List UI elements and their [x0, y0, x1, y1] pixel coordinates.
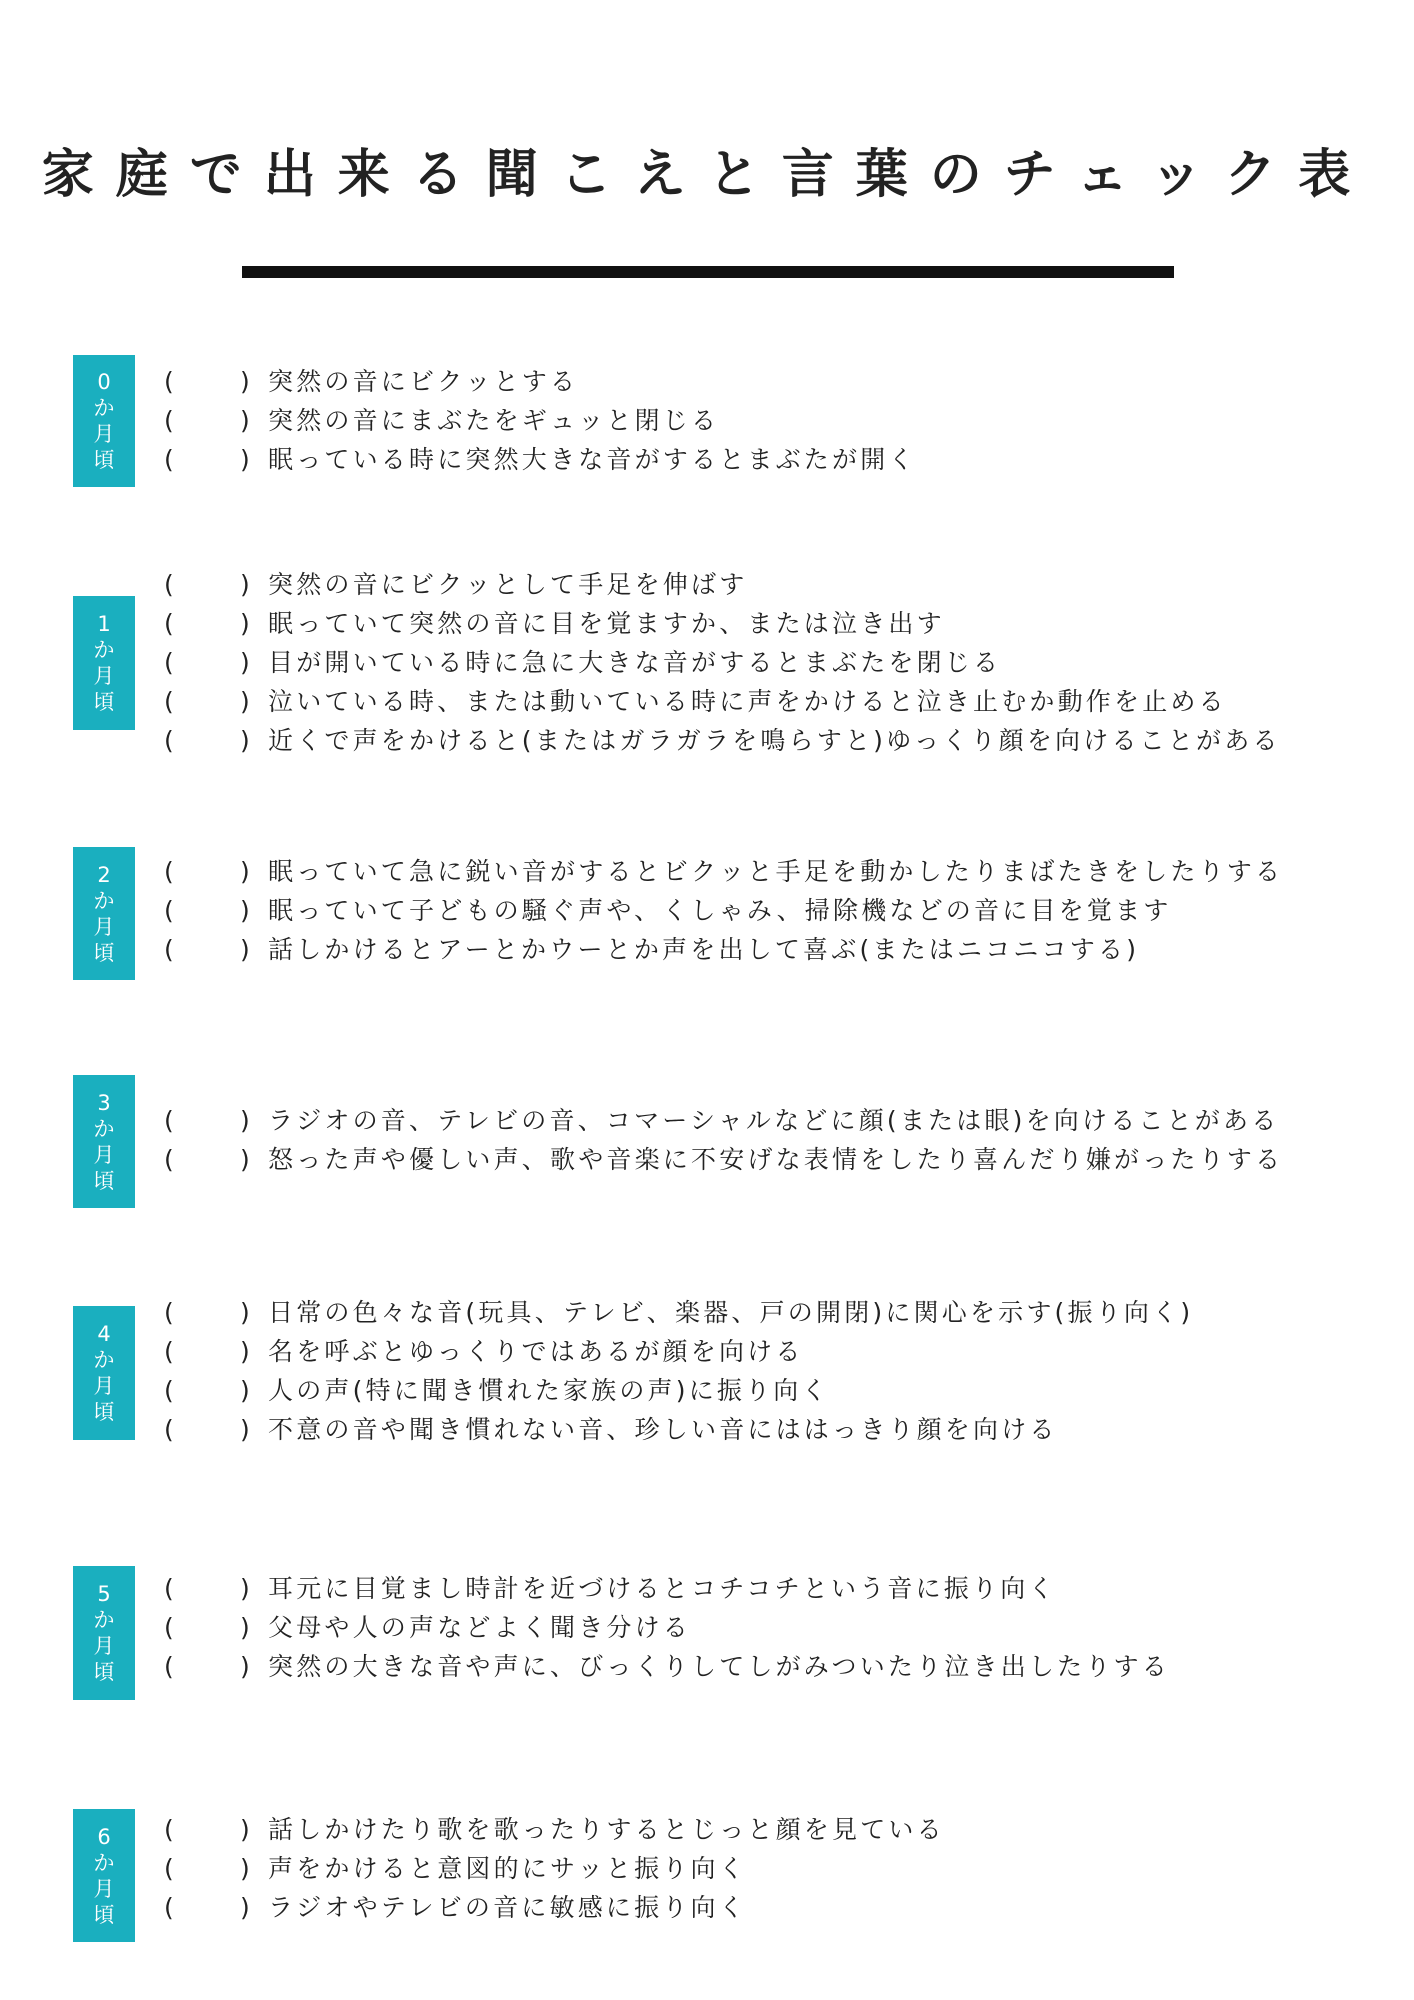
age-badge-char: か [93, 1116, 115, 1141]
age-badge [73, 1566, 135, 1700]
checkbox-open-paren[interactable]: ( [164, 687, 177, 716]
check-item-text: 声をかけると意図的にサッと振り向く [268, 1854, 747, 1883]
checkbox-open-paren[interactable]: ( [164, 445, 177, 474]
age-badge-char: か [93, 1348, 115, 1372]
checkbox-close-paren[interactable]: ) [240, 1815, 253, 1844]
age-badge-char: か [93, 1850, 115, 1875]
checkbox-open-paren[interactable]: ( [164, 935, 177, 964]
check-item-text: 近くで声をかけると(またはガラガラを鳴らすと)ゆっくり顔を向けることがある [268, 726, 1281, 755]
check-item-text: 突然の大きな音や声に、びっくりしてしがみついたり泣き出したりする [268, 1652, 1170, 1681]
checkbox-open-paren[interactable]: ( [164, 609, 177, 638]
checkbox-open-paren[interactable]: ( [164, 726, 177, 755]
age-badge-char: 4 [97, 1322, 111, 1346]
checkbox-close-paren[interactable]: ) [240, 1145, 253, 1174]
checkbox-open-paren[interactable]: ( [164, 1613, 177, 1642]
checkbox-close-paren[interactable]: ) [240, 1574, 253, 1603]
age-badge-char: か [93, 396, 115, 420]
check-item-text: 突然の音にビクッとして手足を伸ばす [268, 570, 748, 599]
checkbox-open-paren[interactable]: ( [164, 1298, 177, 1327]
age-badge-char: 頃 [93, 1902, 115, 1927]
checkbox-close-paren[interactable]: ) [240, 1106, 253, 1135]
checkbox-open-paren[interactable]: ( [164, 1106, 177, 1135]
check-item-text: 父母や人の声などよく聞き分ける [268, 1613, 692, 1642]
page-title: 家庭で出来る聞こえと言葉のチェック表 [41, 145, 1373, 205]
checkbox-close-paren[interactable]: ) [240, 1415, 253, 1444]
check-item-text: ラジオやテレビの音に敏感に振り向く [268, 1893, 747, 1922]
checkbox-close-paren[interactable]: ) [240, 1298, 253, 1327]
check-item-text: 話しかけるとアーとかウーとか声を出して喜ぶ(またはニコニコする) [268, 935, 1140, 964]
age-badge-char: 頃 [93, 1168, 115, 1193]
checkbox-close-paren[interactable]: ) [240, 1652, 253, 1681]
checkbox-close-paren[interactable]: ) [240, 570, 253, 599]
checkbox-close-paren[interactable]: ) [240, 1613, 253, 1642]
checkbox-close-paren[interactable]: ) [240, 726, 253, 755]
age-badge-char: 月 [93, 422, 115, 446]
age-badge-char: 3 [97, 1090, 111, 1115]
check-item-text: 眠っていて急に鋭い音がするとビクッと手足を動かしたりまばたきをしたりする [268, 857, 1284, 886]
checkbox-close-paren[interactable]: ) [240, 648, 253, 677]
checkbox-open-paren[interactable]: ( [164, 406, 177, 435]
checkbox-close-paren[interactable]: ) [240, 1893, 253, 1922]
check-item-text: 名を呼ぶとゆっくりではあるが顔を向ける [268, 1337, 804, 1366]
checkbox-close-paren[interactable]: ) [240, 445, 253, 474]
age-badge-char: 0 [97, 370, 111, 394]
checkbox-close-paren[interactable]: ) [240, 896, 253, 925]
checkbox-close-paren[interactable]: ) [240, 687, 253, 716]
checkbox-close-paren[interactable]: ) [240, 406, 253, 435]
age-badge [73, 1075, 135, 1208]
check-item-text: 突然の音にまぶたをギュッと閉じる [268, 406, 720, 435]
age-badge-char: 頃 [93, 448, 115, 472]
age-badge-char: 頃 [93, 940, 115, 965]
age-badge-char: 月 [93, 664, 115, 688]
age-badge-char: 2 [97, 862, 111, 887]
checkbox-open-paren[interactable]: ( [164, 1376, 177, 1405]
check-item-text: 眠っていて突然の音に目を覚ますか、または泣き出す [268, 609, 945, 638]
age-badge-char: 頃 [93, 1660, 115, 1684]
checkbox-open-paren[interactable]: ( [164, 367, 177, 396]
checkbox-open-paren[interactable]: ( [164, 1893, 177, 1922]
age-badge-char: 頃 [93, 1400, 115, 1424]
check-item-text: 眠っていて子どもの騒ぐ声や、くしゃみ、掃除機などの音に目を覚ます [268, 896, 1172, 925]
check-item-text: 眠っている時に突然大きな音がするとまぶたが開く [268, 445, 917, 474]
check-item-text: 不意の音や聞き慣れない音、珍しい音にははっきり顔を向ける [268, 1415, 1058, 1444]
checkbox-close-paren[interactable]: ) [240, 609, 253, 638]
age-badge-char: 月 [93, 1634, 115, 1658]
age-badge-char: 月 [93, 1142, 115, 1167]
age-badge-char: か [93, 888, 115, 913]
check-item-text: 耳元に目覚まし時計を近づけるとコチコチという音に振り向く [268, 1574, 1057, 1603]
checkbox-close-paren[interactable]: ) [240, 1376, 253, 1405]
check-item-text: 突然の音にビクッとする [268, 367, 579, 396]
checkbox-close-paren[interactable]: ) [240, 367, 253, 396]
checkbox-open-paren[interactable]: ( [164, 857, 177, 886]
check-item-text: 日常の色々な音(玩具、テレビ、楽器、戸の開閉)に関心を示す(振り向く) [268, 1298, 1194, 1327]
checkbox-open-paren[interactable]: ( [164, 570, 177, 599]
age-badge [73, 355, 135, 487]
age-badge-char: 月 [93, 1876, 115, 1901]
age-badge [73, 596, 135, 730]
age-badge [73, 847, 135, 980]
check-item-text: 人の声(特に聞き慣れた家族の声)に振り向く [268, 1376, 830, 1405]
age-badge-char: か [93, 638, 115, 662]
checkbox-open-paren[interactable]: ( [164, 1652, 177, 1681]
checkbox-close-paren[interactable]: ) [240, 1854, 253, 1883]
age-badge [73, 1809, 135, 1942]
check-item-text: 泣いている時、または動いている時に声をかけると泣き止むか動作を止める [268, 687, 1227, 716]
age-badge-char: か [93, 1608, 115, 1632]
checkbox-close-paren[interactable]: ) [240, 857, 253, 886]
age-badge-char: 月 [93, 1374, 115, 1398]
age-badge-char: 月 [93, 914, 115, 939]
checkbox-open-paren[interactable]: ( [164, 1815, 177, 1844]
check-item-text: ラジオの音、テレビの音、コマーシャルなどに顔(または眼)を向けることがある [268, 1106, 1280, 1135]
checkbox-close-paren[interactable]: ) [240, 1337, 253, 1366]
check-item-text: 話しかけたり歌を歌ったりするとじっと顔を見ている [268, 1815, 945, 1844]
checkbox-open-paren[interactable]: ( [164, 1415, 177, 1444]
age-badge-char: 5 [97, 1582, 111, 1606]
check-item-text: 目が開いている時に急に大きな音がするとまぶたを閉じる [268, 648, 1002, 677]
check-item-text: 怒った声や優しい声、歌や音楽に不安げな表情をしたり喜んだり嫌がったりする [268, 1145, 1284, 1174]
checkbox-open-paren[interactable]: ( [164, 648, 177, 677]
checkbox-open-paren[interactable]: ( [164, 1145, 177, 1174]
age-badge-char: 1 [97, 612, 111, 636]
age-badge [73, 1306, 135, 1440]
age-badge-char: 6 [97, 1824, 111, 1849]
checkbox-close-paren[interactable]: ) [240, 935, 253, 964]
checkbox-open-paren[interactable]: ( [164, 1337, 177, 1366]
checkbox-open-paren[interactable]: ( [164, 1854, 177, 1883]
checkbox-open-paren[interactable]: ( [164, 896, 177, 925]
title-divider [242, 266, 1174, 278]
checkbox-open-paren[interactable]: ( [164, 1574, 177, 1603]
age-badge-char: 頃 [93, 690, 115, 714]
